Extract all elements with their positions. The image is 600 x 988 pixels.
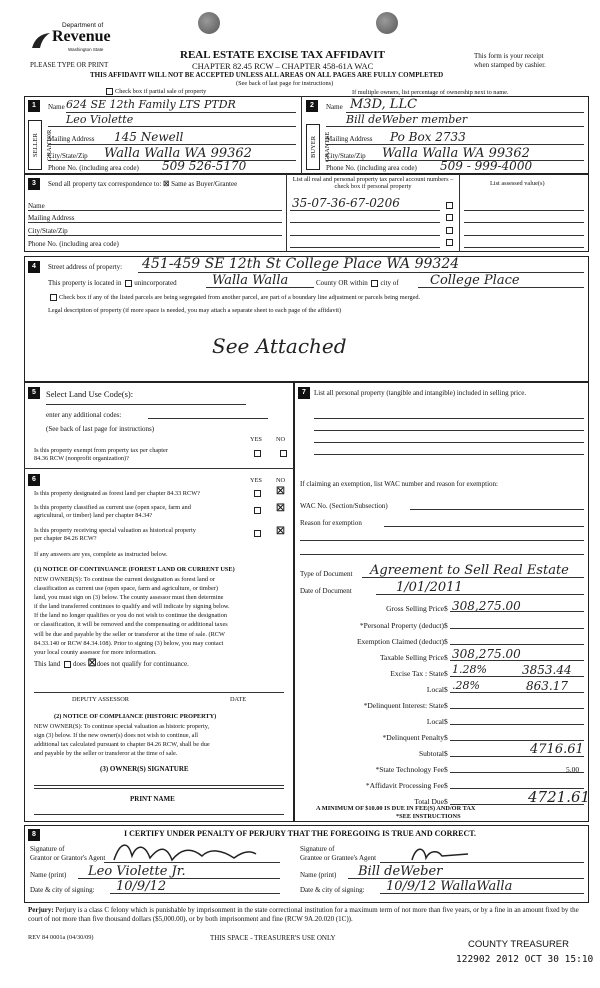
s1-phone-label: Phone No. (including area code) — [48, 164, 139, 172]
grantee-name-value[interactable]: Bill deWeber — [358, 864, 443, 879]
s3-phone-label: Phone No. (including area code) — [28, 240, 119, 248]
s5-yes: YES — [250, 436, 262, 443]
see-instructions: *SEE INSTRUCTIONS — [396, 813, 461, 820]
grantor-sig-label-1: Signature of — [30, 845, 65, 853]
legal-value[interactable]: See Attached — [212, 334, 347, 358]
city-value[interactable]: College Place — [430, 273, 520, 288]
tech-fee-value: 5.00 — [566, 765, 580, 774]
receipt-note-2: when stamped by cashier. — [474, 61, 546, 69]
multiple-owners-note: If multiple owners, list percentage of ownership next to name. — [352, 89, 509, 96]
owners-signature-label: (3) OWNER(S) SIGNATURE — [100, 765, 189, 773]
certify-line: I CERTIFY UNDER PENALTY OF PERJURY THAT THE FOREGOING IS TRUE AND CORRECT. — [124, 829, 477, 838]
tax-row-label: Total Due — [414, 797, 444, 806]
s2-mailing-label: Mailing Address — [326, 135, 373, 143]
county-or: County OR within city of — [316, 279, 399, 287]
s1-phone-value[interactable]: 509 526-5170 — [162, 159, 247, 173]
gross-selling-price-value[interactable]: 308,275.00 — [452, 599, 521, 613]
within-city-checkbox[interactable] — [371, 280, 378, 287]
tax-row-label: *Delinquent Interest: State — [363, 701, 444, 710]
grantor-name-value[interactable]: Leo Violette Jr. — [88, 864, 186, 879]
deputy-assessor-label: DEPUTY ASSESSOR — [72, 696, 129, 703]
assessed-header: List assessed value(s) — [490, 180, 545, 187]
doc-type-label: Type of Document — [300, 570, 353, 578]
see-back-header: (See back of last page for instructions) — [236, 80, 334, 87]
perjury-note: Perjury: Perjury is a class C felony which is punishable by imprisonment in the state correctional institution for a maximum term of not more than five years, or by a fine in an amount fixed by the court of not more than five thousand dollars ($5,000.00), or by both imprisonment and fine (RCW 9A.20.020 (1C)). — [28, 906, 579, 923]
s6-yes: YES — [250, 477, 262, 484]
state-excise-value[interactable]: 3853.44 — [522, 663, 572, 677]
tax-row-label: Subtotal — [418, 749, 444, 758]
forest-yes-checkbox[interactable] — [254, 490, 261, 497]
tax-row-label: *Personal Property (deduct) — [359, 621, 444, 630]
unincorporated-checkbox[interactable] — [125, 280, 132, 287]
warning-line: THIS AFFIDAVIT WILL NOT BE ACCEPTED UNLESS ALL AREAS ON ALL PAGES ARE FULLY COMPLETED — [90, 71, 444, 79]
form-title: REAL ESTATE EXCISE TAX AFFIDAVIT — [180, 49, 385, 61]
s2-phone-value[interactable]: 509 - 999-4000 — [440, 159, 533, 173]
current-use-no-checkbox[interactable]: ☒ — [276, 503, 285, 514]
tax-row-label: Gross Selling Price — [386, 604, 444, 613]
s2-name-value-2[interactable]: Bill deWeber member — [346, 113, 468, 126]
buyer-grantee-label: BUYER GRANTEE — [306, 124, 320, 170]
dor-logo — [28, 22, 128, 60]
current-use-q-a: Is this property classified as current use (open space, farm and — [34, 504, 191, 511]
deputy-date-label: DATE — [230, 696, 247, 703]
s2-phone-label: Phone No. (including area code) — [326, 164, 417, 172]
forest-question: Is this property designated as forest land per chapter 84.33 RCW? — [34, 490, 200, 497]
s1-mailing-label: Mailing Address — [48, 135, 95, 143]
logo-line3: Washington State — [68, 47, 104, 52]
section-8-number: 8 — [28, 829, 40, 841]
s1-name-label: Name — [48, 103, 65, 111]
punch-hole-left — [198, 12, 220, 34]
s2-mailing-value[interactable]: Po Box 2733 — [390, 130, 466, 144]
tax-row-label: Local — [426, 717, 444, 726]
grantor-date-label: Date & city of signing: — [30, 886, 95, 894]
s3-send-label: Send all property tax correspondence to: ☒ Same as Buyer/Grantee — [48, 180, 238, 188]
total-due-value[interactable]: 4721.61 — [528, 788, 591, 806]
grantor-name-label: Name (print) — [30, 871, 67, 879]
reason-label: Reason for exemption — [300, 519, 362, 527]
parcel-4-personal-checkbox[interactable] — [446, 239, 453, 246]
s2-city-label: City/State/Zip — [326, 152, 366, 160]
doc-date-value[interactable]: 1/01/2011 — [396, 580, 463, 595]
personal-property-label: List all personal property (tangible and intangible) included in selling price. — [314, 389, 527, 397]
tax-table: Gross Selling Price $ 308,275.00 *Personal Property (deduct) $ Exemption Claimed (deduct) $ Taxable Selling Price $ 308,275.00 Excise Tax : State $ 1.28% 3853.44 Local $ .28% 863.17 *Delinquent Interest: State $ Local $ *Delinquent Penalty $ Subtotal $ 4716.61 *State Technology Fee $ 5.00 *Affidavit Processing Fee $ Total Due $ 4721.61 — [300, 600, 586, 800]
located-in: This property is located in unincorporated — [48, 279, 177, 287]
section-5-number: 5 — [28, 387, 40, 399]
parcel-2-personal-checkbox[interactable] — [446, 214, 453, 221]
s1-city-label: City/State/Zip — [48, 152, 88, 160]
enter-codes-label: enter any additional codes: — [46, 411, 122, 419]
grantee-name-label: Name (print) — [300, 871, 337, 879]
exempt-q2: 84.36 RCW (nonprofit organization)? — [34, 455, 129, 462]
exempt-q1: Is this property exempt from property tax per chapter — [34, 447, 168, 454]
punch-hole-right — [376, 12, 398, 34]
local-excise-value[interactable]: 863.17 — [526, 679, 568, 693]
current-use-q-b: agricultural, or timber) land per chapter 84.34? — [34, 512, 153, 519]
tax-row-label: *State Technology Fee — [375, 765, 444, 774]
subtotal-value[interactable]: 4716.61 — [530, 742, 584, 757]
doc-date-label: Date of Document — [300, 587, 352, 595]
partial-sale: Check box if partial sale of property — [104, 88, 206, 95]
s2-name-label: Name — [326, 103, 343, 111]
does-not-checkbox[interactable]: ☒ — [87, 658, 97, 669]
section-6-number: 6 — [28, 474, 40, 486]
grantee-sig-label-2: Grantee or Grantee's Agent — [300, 854, 377, 862]
s2-city-value[interactable]: Walla Walla WA 99362 — [382, 146, 530, 161]
treasurer-stamp: 122902 2012 OCT 30 15:10 — [456, 954, 594, 965]
section-3-number: 3 — [28, 178, 40, 190]
treasurer-use-label: THIS SPACE - TREASURER'S USE ONLY — [210, 934, 336, 942]
parcel-1-personal-checkbox[interactable] — [446, 202, 453, 209]
seller-grantor-label: SELLER GRANTOR — [28, 120, 42, 170]
s3-name-label: Name — [28, 202, 45, 210]
street-value[interactable]: 451-459 SE 12th St College Place WA 99324 — [142, 256, 460, 272]
notice-2-title: (2) NOTICE OF COMPLIANCE (HISTORIC PROPERTY) — [54, 713, 217, 720]
tax-row-label: Excise Tax : State — [390, 669, 444, 678]
taxable-selling-price-value[interactable]: 308,275.00 — [452, 647, 521, 661]
s6-no: NO — [276, 477, 286, 484]
parcel-3-personal-checkbox[interactable] — [446, 227, 453, 234]
county-treasurer-label: COUNTY TREASURER — [468, 939, 569, 950]
segregated-checkbox[interactable] — [50, 294, 57, 301]
wac-label: WAC No. (Section/Subsection) — [300, 502, 388, 510]
exemption-label: If claiming an exemption, list WAC number and reason for exemption: — [300, 480, 498, 488]
section-2-number: 2 — [306, 100, 318, 112]
grantee-sig-label-1: Signature of — [300, 845, 335, 853]
historic-q-b: per chapter 84.26 RCW? — [34, 535, 97, 542]
s5-no: NO — [276, 436, 286, 443]
tax-row-label: Local — [426, 685, 444, 694]
s3-city-label: City/State/Zip — [28, 227, 68, 235]
grantor-sig-label-2: Grantor or Grantor's Agent — [30, 854, 106, 862]
grantee-date-label: Date & city of signing: — [300, 886, 365, 894]
notice-1-title: (1) NOTICE OF CONTINUANCE (FOREST LAND OR CURRENT USE) — [34, 566, 235, 573]
form-number: REV 84 0001a (04/30/09) — [28, 934, 94, 941]
grantee-date-value[interactable]: 10/9/12 WallaWalla — [386, 879, 513, 894]
grantor-signature[interactable] — [110, 838, 260, 866]
grantee-signature[interactable] — [408, 842, 478, 864]
current-use-yes-checkbox[interactable] — [254, 507, 261, 514]
historic-q-a: Is this property receiving special valuation as historical property — [34, 527, 196, 534]
section-7-number: 7 — [298, 387, 310, 399]
segregated-note: Check box if any of the listed parcels are being segregated from another parcel, are part of a boundary line adjustment or parcels being merged. — [48, 294, 420, 301]
tax-row-label: Taxable Selling Price — [379, 653, 444, 662]
parcel-header: List all real and personal property tax parcel account numbers – check box if personal property — [292, 176, 454, 190]
dor-logo-icon — [30, 30, 52, 52]
forest-no-checkbox[interactable]: ☒ — [276, 486, 285, 497]
s1-name-value[interactable]: 624 SE 12th Family LTS PTDR — [66, 98, 236, 111]
historic-yes-checkbox[interactable] — [254, 530, 261, 537]
logo-line1: Department of — [62, 22, 104, 29]
does-checkbox[interactable] — [64, 661, 71, 668]
tax-row-label: *Affidavit Processing Fee — [365, 781, 444, 790]
state-rate-value[interactable]: 1.28% — [452, 663, 487, 676]
tax-row-label: *Delinquent Penalty — [382, 733, 444, 742]
parcel-number-value[interactable]: 35-07-36-67-0206 — [292, 196, 400, 210]
legal-label: Legal description of property (if more space is needed, you may attach a separate sheet to each page of the affidavit) — [48, 307, 342, 314]
continuance-line: This land does ☒does not qualify for continuance. — [34, 658, 189, 669]
if-yes-note: If any answers are yes, complete as instructed below. — [34, 551, 168, 558]
grantor-date-value[interactable]: 10/9/12 — [116, 879, 167, 894]
land-use-see-back: (See back of last page for instructions) — [46, 425, 155, 433]
section-4-number: 4 — [28, 261, 40, 273]
local-rate-value[interactable]: .28% — [452, 679, 480, 692]
s1-city-value[interactable]: Walla Walla WA 99362 — [104, 146, 252, 161]
exempt-no-checkbox[interactable] — [280, 450, 287, 457]
section-1-number: 1 — [28, 100, 40, 112]
please-type: PLEASE TYPE OR PRINT — [30, 61, 109, 69]
minimum-note: A MINIMUM OF $10.00 IS DUE IN FEE(S) AND/OR TAX — [316, 805, 476, 812]
tax-row-label: Exemption Claimed (deduct) — [356, 637, 444, 646]
partial-sale-checkbox[interactable] — [106, 88, 113, 95]
street-label: Street address of property: — [48, 263, 123, 271]
chapter-line: CHAPTER 82.45 RCW – CHAPTER 458-61A WAC — [192, 61, 374, 71]
notice-2-body: NEW OWNER(S): To continue special valuation as historic property, sign (3) below. If the new owner(s) does not wish to continue, all additional tax calculated pursuant to chapter 84.26 RCW, shall be due and payable by the seller or transferor at the time of sale. — [34, 723, 210, 757]
county-value[interactable]: Walla Walla — [212, 273, 289, 288]
historic-no-checkbox[interactable]: ☒ — [276, 526, 285, 537]
land-use-label: Select Land Use Code(s): — [46, 389, 134, 399]
s1-name-value-2[interactable]: Leo Violette — [66, 113, 134, 126]
receipt-note-1: This form is your receipt — [474, 52, 544, 60]
logo-revenue: Revenue — [52, 28, 111, 45]
doc-type-value[interactable]: Agreement to Sell Real Estate — [370, 563, 569, 578]
print-name-label: PRINT NAME — [130, 795, 175, 803]
s1-mailing-value[interactable]: 145 Newell — [114, 130, 184, 144]
notice-1-body: NEW OWNER(S): To continue the current designation as forest land or classification as current use (open space, farm and agriculture, or timber) land, you must sign on (3) below. The county assessor must then determine if the land transferred continues to qualify and will indicate by signing below. If the land no longer qualifies or you do not wish to continue the designation or classification, it will be removed and the compensating or additional taxes will be due and payable by the seller or transferor at the time of sale. (RCW 84.33.140 or RCW 84.34.108). Prior to signing (3) below, you may contact your local county assessor for more information. — [34, 576, 230, 656]
s2-name-value[interactable]: M3D, LLC — [350, 97, 418, 112]
s3-mailing-label: Mailing Address — [28, 214, 75, 222]
exempt-yes-checkbox[interactable] — [254, 450, 261, 457]
